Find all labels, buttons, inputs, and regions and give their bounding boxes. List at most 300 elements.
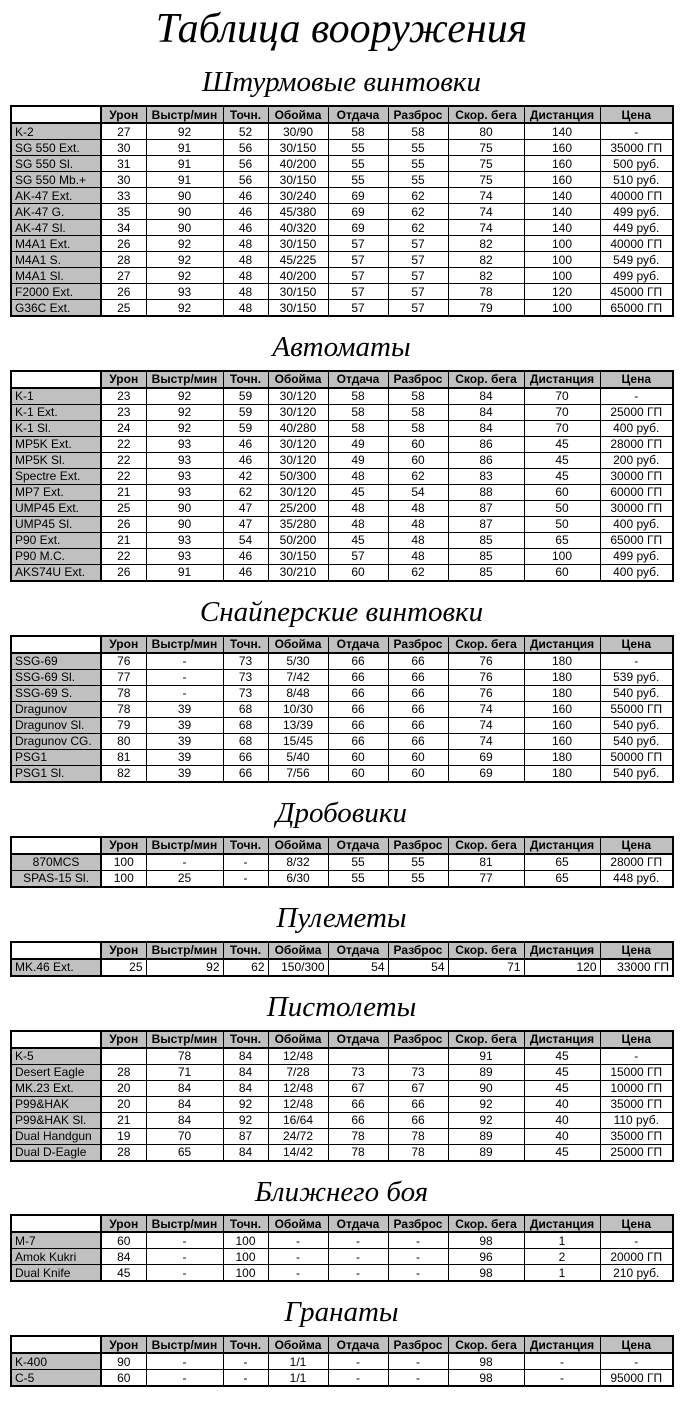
stat-cell: 84 xyxy=(223,1144,268,1161)
stat-cell: 110 руб. xyxy=(600,1112,673,1128)
stat-cell: 79 xyxy=(101,717,146,733)
weapon-name-cell: M4A1 Ext. xyxy=(11,236,101,252)
corner-cell xyxy=(11,1336,101,1353)
stat-cell: 48 xyxy=(388,516,448,532)
stat-cell: 55 xyxy=(328,140,388,156)
stat-cell: - xyxy=(388,1353,448,1370)
stat-cell: 47 xyxy=(223,516,268,532)
column-header: Разброс xyxy=(388,636,448,653)
column-header: Точн. xyxy=(223,636,268,653)
column-header: Цена xyxy=(600,1336,673,1353)
stat-cell: 26 xyxy=(101,284,146,300)
table-row xyxy=(11,701,673,717)
table-row xyxy=(11,685,673,701)
weapon-name-cell: Dual D-Eagle xyxy=(11,1144,101,1161)
stat-cell: 33000 ГП xyxy=(600,959,673,976)
stat-cell xyxy=(388,1048,448,1065)
stat-cell: - xyxy=(388,1249,448,1265)
table-row xyxy=(11,548,673,564)
stat-cell: 90 xyxy=(448,1080,524,1096)
weapon-name-cell: K-5 xyxy=(11,1048,101,1065)
section-title-pistols: Пистолеты xyxy=(266,990,417,1023)
stat-cell: 12/48 xyxy=(268,1080,328,1096)
stat-cell: 40000 ГП xyxy=(600,188,673,204)
stat-cell: 84 xyxy=(448,404,524,420)
stat-cell: 48 xyxy=(223,284,268,300)
stat-cell: 40000 ГП xyxy=(600,236,673,252)
stat-cell: 92 xyxy=(223,1112,268,1128)
stat-cell: 40/200 xyxy=(268,268,328,284)
stat-cell: 160 xyxy=(524,717,600,733)
weapon-name-cell: AK-47 G. xyxy=(11,204,101,220)
stat-cell: 66 xyxy=(223,765,268,782)
stat-cell: 45 xyxy=(328,484,388,500)
stat-cell: 68 xyxy=(223,717,268,733)
stat-cell: 74 xyxy=(448,733,524,749)
column-header: Дистанция xyxy=(524,636,600,653)
stat-cell: 62 xyxy=(388,564,448,581)
section-title-shotguns: Дробовики xyxy=(276,796,407,829)
stat-cell: 85 xyxy=(448,564,524,581)
stat-cell: 30/90 xyxy=(268,123,328,140)
stat-cell: 92 xyxy=(146,236,223,252)
stat-cell: - xyxy=(600,123,673,140)
stat-cell: 55 xyxy=(328,854,388,871)
table-row xyxy=(11,436,673,452)
stat-cell: 540 руб. xyxy=(600,765,673,782)
table-row xyxy=(11,140,673,156)
stat-cell: - xyxy=(600,653,673,670)
stat-cell: 48 xyxy=(223,236,268,252)
table-row xyxy=(11,854,673,871)
stat-cell: 50/200 xyxy=(268,532,328,548)
column-header: Отдача xyxy=(328,837,388,854)
stat-cell: 48 xyxy=(328,516,388,532)
stat-cell: 60 xyxy=(524,484,600,500)
stat-cell: 92 xyxy=(146,420,223,436)
stat-cell: 84 xyxy=(146,1080,223,1096)
stat-cell: 40/320 xyxy=(268,220,328,236)
stat-cell: 93 xyxy=(146,284,223,300)
stat-cell: 39 xyxy=(146,701,223,717)
stat-cell: 499 руб. xyxy=(600,548,673,564)
weapon-name-cell: K-400 xyxy=(11,1353,101,1370)
column-header: Выстр/мин xyxy=(146,106,223,123)
stat-cell: 10/30 xyxy=(268,701,328,717)
stat-cell: 39 xyxy=(146,717,223,733)
corner-cell xyxy=(11,942,101,959)
weapon-name-cell: P90 Ext. xyxy=(11,532,101,548)
stat-cell xyxy=(328,1048,388,1065)
page-title: Таблица вооружения xyxy=(155,6,528,52)
table-row xyxy=(11,268,673,284)
stat-cell: 66 xyxy=(223,749,268,765)
stat-cell: 98 xyxy=(448,1265,524,1282)
table-row xyxy=(11,959,673,976)
table-row xyxy=(11,1144,673,1161)
weapon-name-cell: Spectre Ext. xyxy=(11,468,101,484)
stat-cell: 84 xyxy=(223,1048,268,1065)
stat-cell: 400 руб. xyxy=(600,420,673,436)
stat-cell: 93 xyxy=(146,484,223,500)
stat-cell: 92 xyxy=(146,123,223,140)
stat-cell: 73 xyxy=(388,1064,448,1080)
stat-cell: 25 xyxy=(146,870,223,887)
table-row xyxy=(11,532,673,548)
stat-cell: 90 xyxy=(146,188,223,204)
section-shotguns xyxy=(0,798,683,888)
column-header: Урон xyxy=(101,1031,146,1048)
stat-cell: 22 xyxy=(101,548,146,564)
weapon-name-cell: MK.46 Ext. xyxy=(11,959,101,976)
stat-cell: 16/64 xyxy=(268,1112,328,1128)
stat-cell: 57 xyxy=(388,268,448,284)
stat-cell: 499 руб. xyxy=(600,268,673,284)
column-header: Разброс xyxy=(388,942,448,959)
stat-cell: 45 xyxy=(328,532,388,548)
stat-cell: 60 xyxy=(101,1232,146,1249)
stat-cell: 160 xyxy=(524,156,600,172)
weapon-name-cell: Dual Knife xyxy=(11,1265,101,1282)
weapon-name-cell: Dragunov Sl. xyxy=(11,717,101,733)
stat-cell: 55 xyxy=(388,172,448,188)
stat-cell: 120 xyxy=(524,959,600,976)
section-title-assault-rifles: Штурмовые винтовки xyxy=(202,66,481,99)
stat-cell: 28 xyxy=(101,252,146,268)
stat-cell: 91 xyxy=(146,172,223,188)
column-header: Отдача xyxy=(328,636,388,653)
stat-cell: 59 xyxy=(223,388,268,405)
stat-cell: 1/1 xyxy=(268,1353,328,1370)
table-row xyxy=(11,220,673,236)
stat-cell: 400 руб. xyxy=(600,516,673,532)
stat-cell: 46 xyxy=(223,452,268,468)
column-header: Отдача xyxy=(328,106,388,123)
section-title-smgs: Автоматы xyxy=(272,331,411,364)
stat-cell: 68 xyxy=(223,701,268,717)
table-row xyxy=(11,1265,673,1282)
stat-cell: 71 xyxy=(146,1064,223,1080)
stat-cell: 100 xyxy=(223,1232,268,1249)
stat-cell: 510 руб. xyxy=(600,172,673,188)
stat-cell: 8/48 xyxy=(268,685,328,701)
stat-cell: - xyxy=(146,653,223,670)
stat-cell: 69 xyxy=(328,188,388,204)
table-row xyxy=(11,204,673,220)
stat-cell: 30000 ГП xyxy=(600,500,673,516)
stat-cell: 45 xyxy=(524,1064,600,1080)
stat-cell: 93 xyxy=(146,548,223,564)
stat-cell: 92 xyxy=(223,1096,268,1112)
stat-cell: 79 xyxy=(448,300,524,317)
stat-cell: 85 xyxy=(448,532,524,548)
column-header: Отдача xyxy=(328,1336,388,1353)
stat-cell: 96 xyxy=(448,1249,524,1265)
stat-cell: 60000 ГП xyxy=(600,484,673,500)
stat-cell: 100 xyxy=(524,252,600,268)
stat-cell: 23 xyxy=(101,388,146,405)
stat-cell: 62 xyxy=(388,188,448,204)
corner-cell xyxy=(11,371,101,388)
stat-cell: 19 xyxy=(101,1128,146,1144)
stat-cell: 69 xyxy=(448,749,524,765)
stat-cell: 92 xyxy=(448,1112,524,1128)
stat-cell: 48 xyxy=(388,532,448,548)
weapon-name-cell: Amok Kukri xyxy=(11,1249,101,1265)
column-header: Точн. xyxy=(223,837,268,854)
table-row xyxy=(11,1112,673,1128)
stat-cell: 25/200 xyxy=(268,500,328,516)
stat-cell: 40 xyxy=(524,1112,600,1128)
weapon-name-cell: Dual Handgun xyxy=(11,1128,101,1144)
stat-cell: 15000 ГП xyxy=(600,1064,673,1080)
stat-cell: 62 xyxy=(388,468,448,484)
weapon-name-cell: M4A1 Sl. xyxy=(11,268,101,284)
stat-cell: 87 xyxy=(448,500,524,516)
section-machine-guns xyxy=(0,903,683,977)
stat-cell: 57 xyxy=(328,548,388,564)
stat-cell: 50000 ГП xyxy=(600,749,673,765)
table-row xyxy=(11,1249,673,1265)
stat-cell: 48 xyxy=(388,548,448,564)
weapon-name-cell: Desert Eagle xyxy=(11,1064,101,1080)
stat-cell: 55 xyxy=(388,854,448,871)
stat-cell: 73 xyxy=(328,1064,388,1080)
stat-cell: 78 xyxy=(101,701,146,717)
stat-cell: 65 xyxy=(146,1144,223,1161)
stat-cell: 45 xyxy=(524,468,600,484)
stat-cell: 84 xyxy=(223,1064,268,1080)
grenades-table xyxy=(10,1335,674,1387)
stat-cell: 500 руб. xyxy=(600,156,673,172)
stat-cell: 78 xyxy=(448,284,524,300)
stat-cell: 22 xyxy=(101,452,146,468)
column-header: Выстр/мин xyxy=(146,942,223,959)
stat-cell: 60 xyxy=(388,436,448,452)
stat-cell: 30/150 xyxy=(268,236,328,252)
corner-cell xyxy=(11,106,101,123)
column-header: Обойма xyxy=(268,1031,328,1048)
section-title-sniper-rifles: Снайперские винтовки xyxy=(199,595,484,628)
table-row xyxy=(11,1232,673,1249)
stat-cell: 1/1 xyxy=(268,1370,328,1387)
stat-cell: 60 xyxy=(524,564,600,581)
header-row xyxy=(11,1215,673,1232)
table-row xyxy=(11,516,673,532)
stat-cell: 30/150 xyxy=(268,548,328,564)
table-row xyxy=(11,1096,673,1112)
weapon-name-cell: SPAS-15 Sl. xyxy=(11,870,101,887)
stat-cell: 60 xyxy=(328,564,388,581)
stat-cell: 8/32 xyxy=(268,854,328,871)
column-header: Урон xyxy=(101,942,146,959)
stat-cell: 12/48 xyxy=(268,1096,328,1112)
stat-cell: 46 xyxy=(223,564,268,581)
stat-cell: 55 xyxy=(328,156,388,172)
table-row xyxy=(11,172,673,188)
column-header: Отдача xyxy=(328,942,388,959)
stat-cell: - xyxy=(146,1265,223,1282)
stat-cell: 35000 ГП xyxy=(600,140,673,156)
stat-cell: 84 xyxy=(146,1112,223,1128)
stat-cell: 92 xyxy=(146,252,223,268)
table-row xyxy=(11,717,673,733)
stat-cell: 91 xyxy=(146,564,223,581)
stat-cell: 66 xyxy=(328,669,388,685)
weapon-name-cell: K-1 xyxy=(11,388,101,405)
weapon-name-cell: SG 550 Mb.+ xyxy=(11,172,101,188)
stat-cell: - xyxy=(328,1249,388,1265)
weapon-name-cell: AK-47 Ext. xyxy=(11,188,101,204)
table-row xyxy=(11,1080,673,1096)
stat-cell: - xyxy=(328,1370,388,1387)
stat-cell: 28 xyxy=(101,1064,146,1080)
column-header: Отдача xyxy=(328,1215,388,1232)
stat-cell: 56 xyxy=(223,156,268,172)
stat-cell: - xyxy=(524,1353,600,1370)
stat-cell: 45 xyxy=(524,452,600,468)
stat-cell: - xyxy=(146,1353,223,1370)
shotguns-table xyxy=(10,836,674,888)
header-row xyxy=(11,1031,673,1048)
stat-cell: 46 xyxy=(223,188,268,204)
table-row xyxy=(11,1370,673,1387)
stat-cell: 90 xyxy=(146,204,223,220)
stat-cell: 60 xyxy=(388,765,448,782)
column-header: Скор. бега xyxy=(448,1336,524,1353)
stat-cell: 54 xyxy=(388,959,448,976)
stat-cell: 84 xyxy=(448,420,524,436)
stat-cell: 56 xyxy=(223,140,268,156)
stat-cell: 84 xyxy=(146,1096,223,1112)
table-row xyxy=(11,765,673,782)
stat-cell: 120 xyxy=(524,284,600,300)
stat-cell: 62 xyxy=(223,484,268,500)
stat-cell: 14/42 xyxy=(268,1144,328,1161)
stat-cell: 50 xyxy=(524,500,600,516)
stat-cell: 77 xyxy=(101,669,146,685)
stat-cell: 26 xyxy=(101,564,146,581)
column-header: Урон xyxy=(101,636,146,653)
stat-cell: 100 xyxy=(524,548,600,564)
column-header: Дистанция xyxy=(524,1336,600,1353)
column-header: Скор. бега xyxy=(448,1215,524,1232)
stat-cell: 24 xyxy=(101,420,146,436)
stat-cell: 30000 ГП xyxy=(600,468,673,484)
stat-cell: 48 xyxy=(223,300,268,317)
stat-cell: 39 xyxy=(146,765,223,782)
stat-cell: 25 xyxy=(101,300,146,317)
section-sniper-rifles xyxy=(0,597,683,783)
table-row xyxy=(11,156,673,172)
column-header: Точн. xyxy=(223,1336,268,1353)
stat-cell: 30/150 xyxy=(268,284,328,300)
stat-cell: 449 руб. xyxy=(600,220,673,236)
stat-cell: 45/380 xyxy=(268,204,328,220)
stat-cell: 46 xyxy=(223,436,268,452)
weapon-name-cell: M-7 xyxy=(11,1232,101,1249)
stat-cell: 27 xyxy=(101,123,146,140)
stat-cell: 78 xyxy=(146,1048,223,1065)
stat-cell: 49 xyxy=(328,436,388,452)
section-title-grenades: Гранаты xyxy=(284,1296,399,1329)
stat-cell: 90 xyxy=(146,500,223,516)
weapon-name-cell: AK-47 Sl. xyxy=(11,220,101,236)
stat-cell: 91 xyxy=(146,156,223,172)
column-header: Скор. бега xyxy=(448,106,524,123)
stat-cell: 45000 ГП xyxy=(600,284,673,300)
stat-cell: 42 xyxy=(223,468,268,484)
stat-cell: 55000 ГП xyxy=(600,701,673,717)
stat-cell: 87 xyxy=(448,516,524,532)
column-header: Скор. бега xyxy=(448,942,524,959)
table-row xyxy=(11,733,673,749)
stat-cell: 60 xyxy=(388,452,448,468)
stat-cell: 70 xyxy=(524,404,600,420)
stat-cell: 66 xyxy=(388,669,448,685)
stat-cell: 30/150 xyxy=(268,172,328,188)
stat-cell: 35000 ГП xyxy=(600,1096,673,1112)
stat-cell: 100 xyxy=(223,1265,268,1282)
stat-cell: 80 xyxy=(448,123,524,140)
stat-cell: 400 руб. xyxy=(600,564,673,581)
header-row xyxy=(11,942,673,959)
stat-cell: 180 xyxy=(524,749,600,765)
stat-cell: 67 xyxy=(388,1080,448,1096)
stat-cell: 540 руб. xyxy=(600,717,673,733)
stat-cell: 66 xyxy=(388,733,448,749)
stat-cell: - xyxy=(328,1265,388,1282)
stat-cell: 84 xyxy=(448,388,524,405)
stat-cell: 62 xyxy=(388,220,448,236)
column-header: Цена xyxy=(600,636,673,653)
column-header: Выстр/мин xyxy=(146,1336,223,1353)
stat-cell: 45 xyxy=(524,1080,600,1096)
stat-cell: 549 руб. xyxy=(600,252,673,268)
stat-cell: 75 xyxy=(448,156,524,172)
weapon-name-cell: UMP45 Ext. xyxy=(11,500,101,516)
weapon-name-cell: SSG-69 S. xyxy=(11,685,101,701)
column-header: Скор. бега xyxy=(448,371,524,388)
stat-cell: 140 xyxy=(524,188,600,204)
stat-cell: 74 xyxy=(448,220,524,236)
table-row xyxy=(11,388,673,405)
stat-cell: 54 xyxy=(388,484,448,500)
stat-cell: 65 xyxy=(524,870,600,887)
stat-cell: 74 xyxy=(448,701,524,717)
weapon-name-cell: SSG-69 xyxy=(11,653,101,670)
stat-cell: 1 xyxy=(524,1232,600,1249)
stat-cell: 23 xyxy=(101,404,146,420)
table-row xyxy=(11,284,673,300)
stat-cell: 15/45 xyxy=(268,733,328,749)
stat-cell: 48 xyxy=(223,252,268,268)
weapon-name-cell: MP5K Sl. xyxy=(11,452,101,468)
stat-cell: 78 xyxy=(388,1144,448,1161)
stat-cell: 57 xyxy=(328,268,388,284)
sniper-rifles-table xyxy=(10,635,674,783)
stat-cell: 52 xyxy=(223,123,268,140)
stat-cell: - xyxy=(600,388,673,405)
stat-cell: 78 xyxy=(328,1128,388,1144)
column-header: Обойма xyxy=(268,1336,328,1353)
stat-cell: 160 xyxy=(524,140,600,156)
stat-cell: 35/280 xyxy=(268,516,328,532)
stat-cell: 89 xyxy=(448,1064,524,1080)
stat-cell: 20 xyxy=(101,1096,146,1112)
stat-cell: 20 xyxy=(101,1080,146,1096)
weapon-name-cell: C-5 xyxy=(11,1370,101,1387)
